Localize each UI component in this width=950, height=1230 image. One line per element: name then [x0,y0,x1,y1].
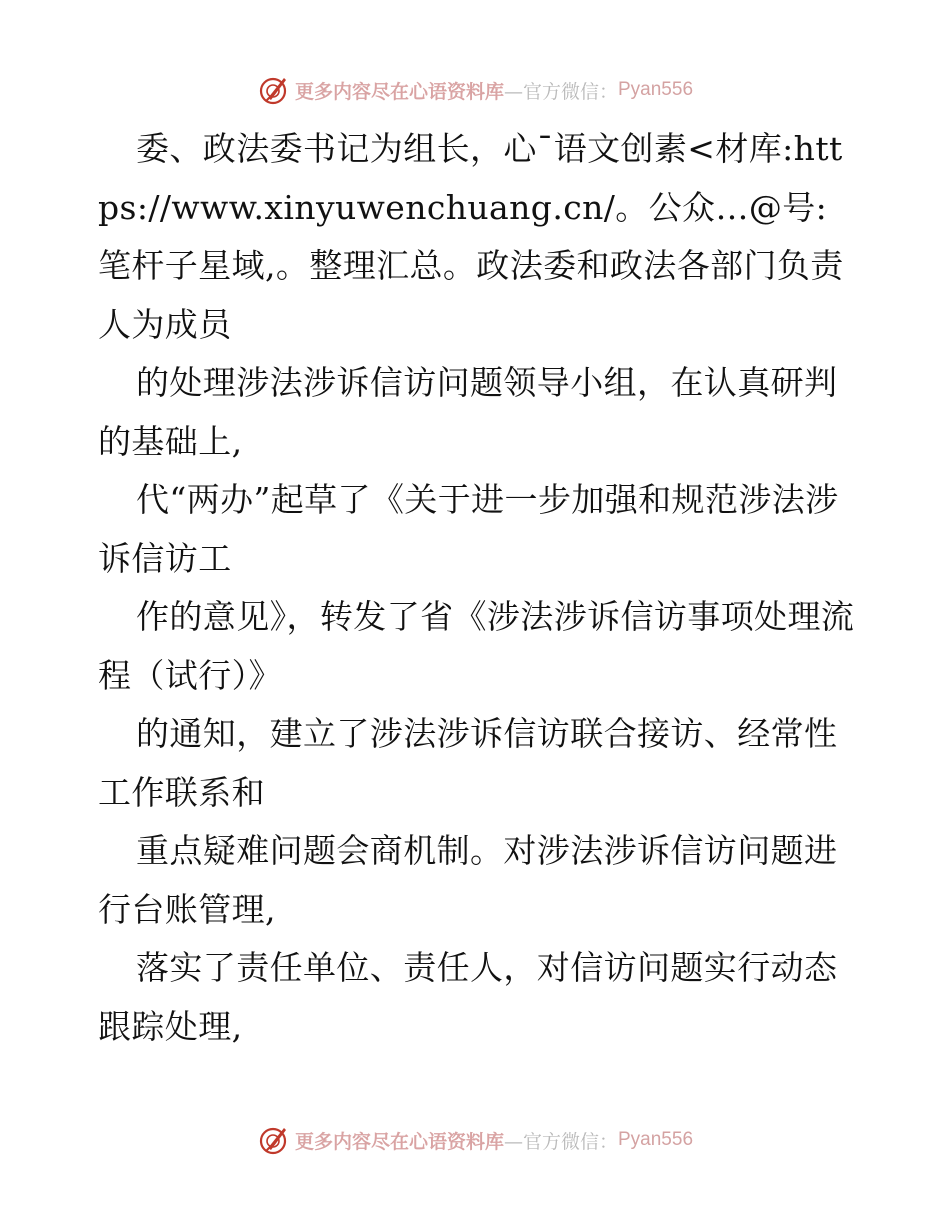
watermark-sub-text: —官方微信： [503,80,618,103]
watermark-main-text: 更多内容尽在心语资料库 [294,80,504,103]
document-body [98,120,858,1056]
paragraph-1: 委、政法委书记为组长，心¯语文创素<材库:https://www.xinyuwenchuang.cn/。公众…@号:笔杆子星域,。整理汇总。政法委和政法各部门负责人为成员 [98,129,844,344]
quill-seal-icon [257,1124,289,1156]
footer-watermark [0,1122,950,1158]
paragraph-6: 重点疑难问题会商机制。对涉法涉诉信访问题进行台账管理, [98,831,838,929]
watermark-wechat-id: Pyan556 [618,79,694,100]
paragraph-4: 作的意见》，转发了省《涉法涉诉信访事项处理流程（试行）》 [98,597,855,695]
paragraph-7: 落实了责任单位、责任人，对信访问题实行动态跟踪处理, [98,948,838,1046]
watermark-wechat-id: Pyan556 [618,1129,694,1150]
paragraph-2: 的处理涉法涉诉信访问题领导小组，在认真研判的基础上, [98,363,838,461]
watermark-sub-text: —官方微信： [503,1130,618,1153]
paragraph-3: 代“两办”起草了《关于进一步加强和规范涉法涉诉信访工 [98,480,839,578]
header-watermark [0,72,950,108]
paragraph-5: 的通知，建立了涉法涉诉信访联合接访、经常性工作联系和 [98,714,838,812]
watermark-main-text: 更多内容尽在心语资料库 [294,1130,504,1153]
quill-seal-icon [257,74,289,106]
